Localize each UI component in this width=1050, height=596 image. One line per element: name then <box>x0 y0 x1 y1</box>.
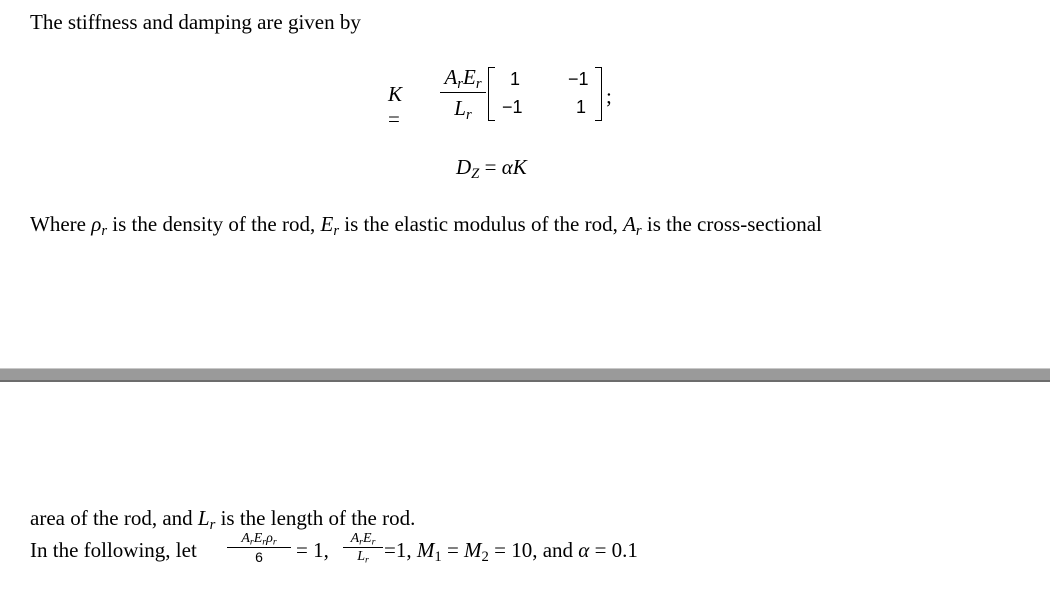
stiffness-fraction-numerator: $A_rE_r$ <box>444 65 482 93</box>
where-paragraph: Where $\rho_r$ is the density of the rod, $E_r$ is the elastic modulus of the rod, $A_r$ is the cross-sectional <box>30 212 822 240</box>
stiffness-fraction-denominator: $L_r$ <box>454 96 472 124</box>
matrix-cell-11: 1 <box>510 69 521 89</box>
following-conditions: =1, $M_1 = M_2 = 10$, and α = 0.1 <box>384 538 638 566</box>
frac-stiffness-denominator: $L_r$ <box>357 549 369 566</box>
frac-density <box>227 531 291 566</box>
stiffness-lhs: K = <box>388 82 403 131</box>
following-intro: In the following, let <box>30 538 197 562</box>
matrix-right-bracket <box>595 67 602 121</box>
matrix-cell-22: 1 <box>576 97 587 117</box>
page-break-divider <box>0 368 1050 382</box>
stiffness-fraction <box>440 64 486 124</box>
intro-text: The stiffness and damping are given by <box>30 10 361 34</box>
stiffness-semicolon: ; <box>606 84 612 108</box>
fraction-bar <box>440 92 486 93</box>
following-eq1: = 1, <box>296 538 329 562</box>
matrix-left-bracket <box>488 67 495 121</box>
damping-equation: $D_Z = \alpha K$ <box>456 155 527 183</box>
area-paragraph: area of the rod, and $L_r$ is the length of the rod. <box>30 506 416 534</box>
frac-stiffness-numerator: $A_rE_r$ <box>350 531 376 548</box>
matrix-cell-21: −1 <box>502 97 523 117</box>
frac-density-denominator: 6 <box>255 549 263 565</box>
stiffness-matrix <box>488 67 602 123</box>
matrix-cell-12: −1 <box>568 69 589 89</box>
frac-stiffness <box>343 531 383 566</box>
frac-density-numerator: $A_rE_r\rho_r$ <box>241 531 277 548</box>
